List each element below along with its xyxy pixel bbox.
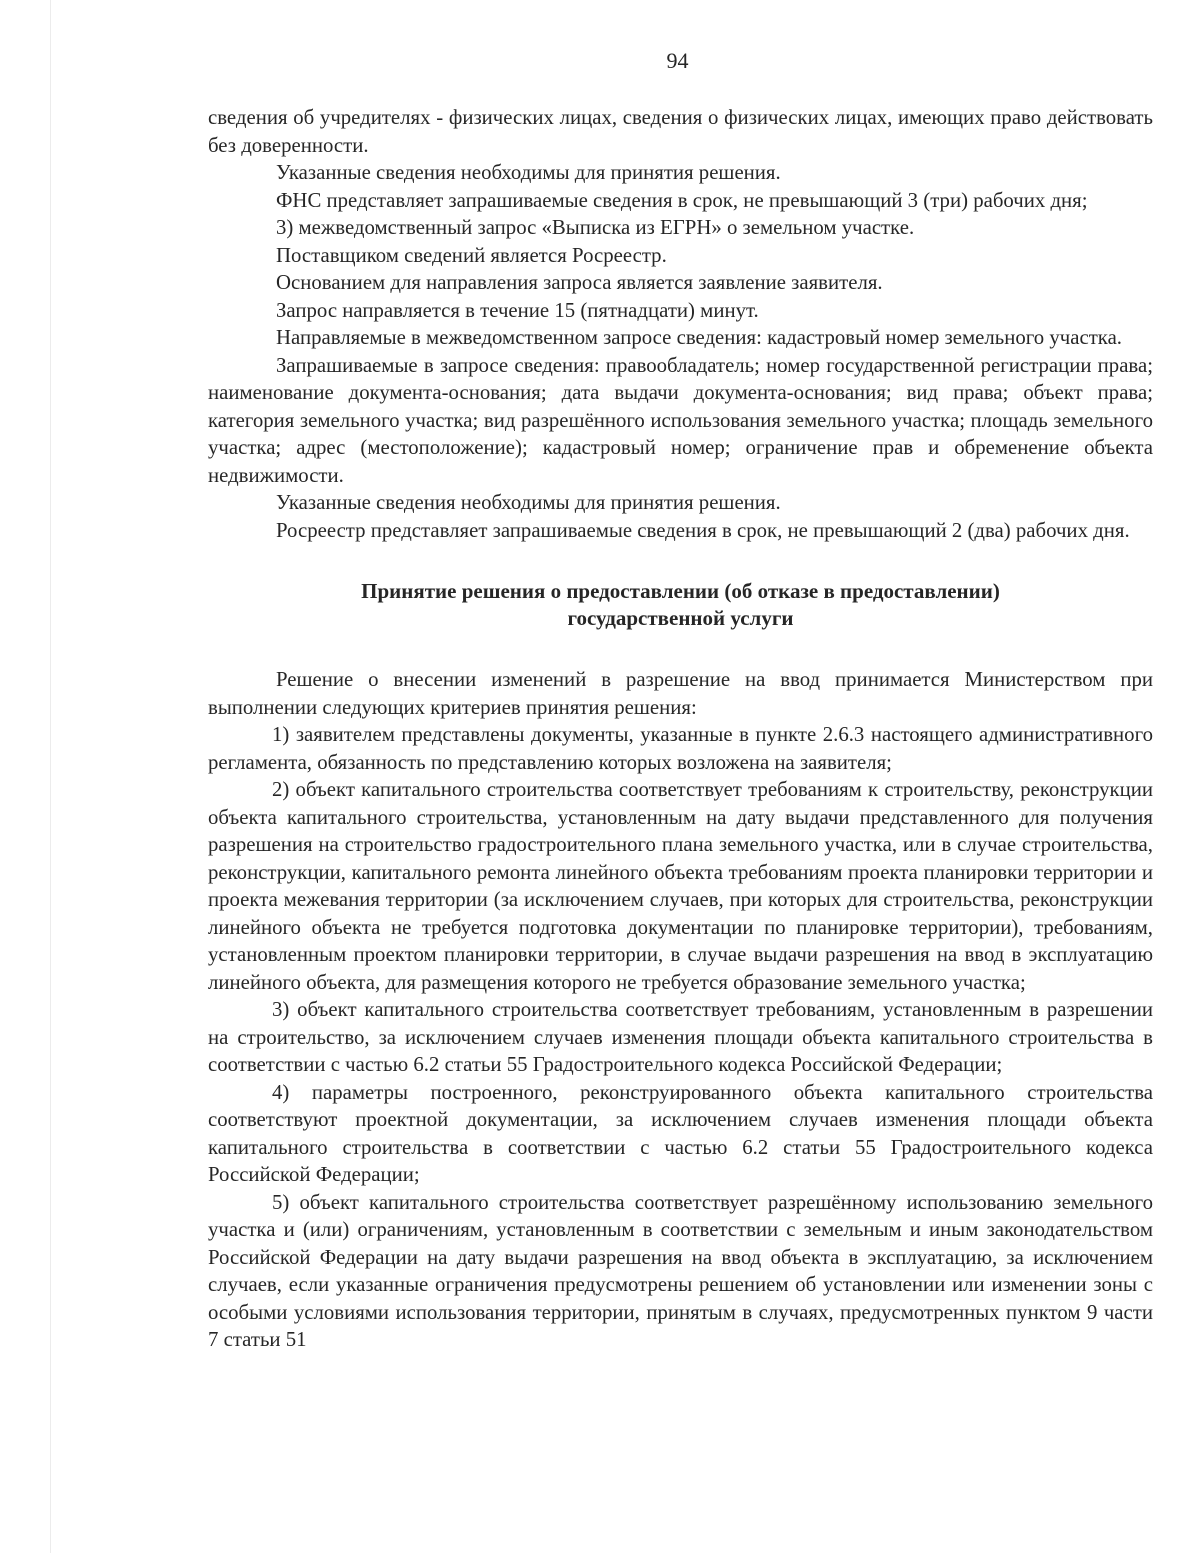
paragraph-supplier: Поставщиком сведений является Росреестр. (276, 243, 667, 267)
paragraph-sent-data: Направляемые в межведомственном запросе сведения: кадастровый номер земельного участка. (276, 326, 1123, 349)
page-edge-line (50, 0, 51, 1553)
section-heading-line-1: Принятие решения о предоставлении (об отказе в предоставлении) (361, 579, 1000, 603)
paragraph-rosreestr-term: Росреестр представляет запрашиваемые сведения в срок, не превышающий 2 (два) рабочих дня. (276, 518, 1130, 542)
criterion-4: 4) параметры построенного, реконструированного объекта капитального строительства соответствуют проектной документации, за исключением случаев изменения площади объекта капитального строительства в соответствии с частью 6.2 статьи 55 Градостроительного кодекса Российской Федерации; (208, 1080, 1153, 1186)
paragraph-requested-data: Запрашиваемые в запросе сведения: правообладатель; номер государственной регистрации права; наименование документа-основания; дата выдачи документа-основания; вид права; объект права; категория земельного участка; вид разрешённого использования земельного участка; площадь земельного участка; адрес (местоположение); кадастровый номер; ограничение прав и обременение объекта недвижимости. (208, 353, 1153, 487)
criterion-3: 3) объект капитального строительства соответствует требованиям, установленным в разрешении на строительство, за исключением случаев изменения площади объекта капитального строительства в соответствии с частью 6.2 статьи 55 Градостроительного кодекса Российской Федерации; (208, 998, 1153, 1076)
criterion-1: 1) заявителем представлены документы, указанные в пункте 2.6.3 настоящего административного регламента, обязанность по представлению которых возложена на заявителя; (208, 723, 1153, 774)
paragraph-basis: Основанием для направления запроса является заявление заявителя. (276, 271, 883, 294)
document-body (208, 104, 1153, 1354)
paragraph-necessity-fns: Указанные сведения необходимы для принятия решения. (276, 161, 781, 184)
paragraph-egrn-request: 3) межведомственный запрос «Выписка из ЕГРН» о земельном участке. (276, 216, 915, 239)
paragraph-decision-intro: Решение о внесении изменений в разрешение на ввод принимается Министерством при выполнении следующих критериев принятия решения: (208, 668, 1153, 719)
paragraph-founders: сведения об учредителях - физических лицах, сведения о физических лицах, имеющих право действовать без доверенности. (208, 106, 1153, 157)
section-heading (208, 578, 1153, 632)
paragraph-request-time: Запрос направляется в течение 15 (пятнадцати) минут. (276, 298, 759, 322)
criterion-5: 5) объект капитального строительства соответствует разрешённому использованию земельного участка и (или) ограничениям, установленным в соответствии с земельным и иным законодательством Российской Федерации на дату выдачи разрешения на ввод объекта в эксплуатацию, за исключением случаев, если указанные ограничения предусмотрены решением об установлении или изменении зоны с особыми условиями использования территории, принятым в случаях, предусмотренных пунктом 9 части 7 статьи 51 (208, 1190, 1153, 1351)
page-number: 94 (666, 48, 689, 73)
paragraph-fns-term: ФНС представляет запрашиваемые сведения в срок, не превышающий 3 (три) рабочих дня; (276, 188, 1088, 212)
criterion-2: 2) объект капитального строительства соответствует требованиям к строительству, реконструкции объекта капитального строительства, установленным на дату выдачи представленного для получения разрешения на строительство градостроительного плана земельного участка, или в случае строительства, реконструкции, капитального ремонта линейного объекта требованиям проекта планировки территории и проекта межевания территории (за исключением случаев, при которых для строительства, реконструкции линейного объекта не требуется подготовка документации по планировке территории), требованиям, установленным проектом планировки территории, в случае выдачи разрешения на ввод в эксплуатацию линейного объекта, для размещения которого не требуется образование земельного участка; (208, 778, 1153, 994)
section-heading-line-2: государственной услуги (567, 606, 794, 630)
paragraph-necessity-rosreestr: Указанные сведения необходимы для принятия решения. (276, 491, 781, 514)
